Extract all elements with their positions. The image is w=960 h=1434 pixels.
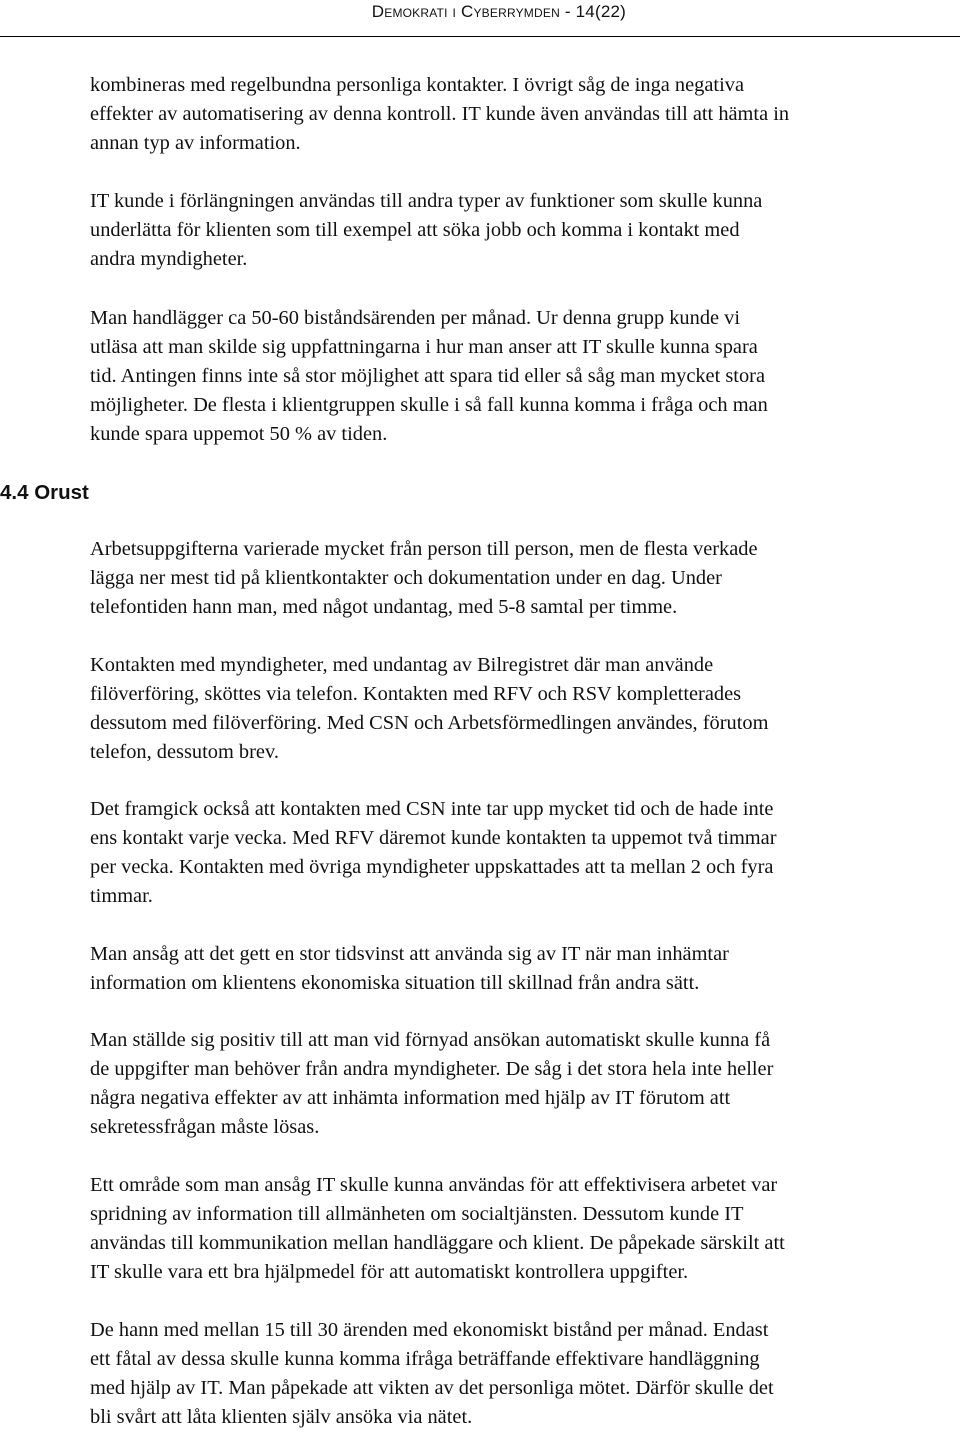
text-line: de uppgifter man behöver från andra myndigheter. De såg i det stora hela inte heller	[90, 1058, 774, 1080]
text-line: information om klientens ekonomiska situation till skillnad från andra sätt.	[90, 972, 700, 994]
text-line: dessutom med filöverföring. Med CSN och Arbetsförmedlingen användes, förutom	[90, 712, 769, 734]
paragraph-6	[90, 795, 960, 911]
paragraph-4	[90, 535, 960, 622]
text-line: Arbetsuppgifterna varierade mycket från person till person, men de flesta verkade	[90, 538, 758, 560]
text-line: användas till kommunikation mellan handläggare och klient. De påpekade särskilt att	[90, 1232, 785, 1254]
text-line: utläsa att man skilde sig uppfattningarna i hur man anser att IT skulle kunna spara	[90, 336, 758, 358]
text-line: Man ansåg att det gett en stor tidsvinst att använda sig av IT när man inhämtar	[90, 943, 729, 965]
paragraph-5	[90, 651, 960, 767]
text-line: telefontiden hann man, med något undantag, med 5-8 samtal per timme.	[90, 596, 678, 618]
text-line: annan typ av information.	[90, 132, 301, 154]
text-line: sekretessfrågan måste lösas.	[90, 1116, 320, 1138]
page-header	[0, 2, 960, 37]
text-line: Kontakten med myndigheter, med undantag av Bilregistret där man använde	[90, 654, 714, 676]
text-line: ett fåtal av dessa skulle kunna komma ifråga beträffande effektivare handläggning	[90, 1348, 760, 1370]
paragraph-3	[90, 304, 960, 449]
paragraph-9	[90, 1171, 960, 1287]
text-line: De hann med mellan 15 till 30 ärenden med ekonomiskt bistånd per månad. Endast	[90, 1319, 769, 1341]
text-line: möjligheter. De flesta i klientgruppen skulle i så fall kunna komma i fråga och man	[90, 394, 768, 416]
text-line: lägga ner mest tid på klientkontakter och dokumentation under en dag. Under	[90, 567, 722, 589]
text-line: IT kunde i förlängningen användas till andra typer av funktioner som skulle kunna	[90, 190, 763, 212]
text-line: IT skulle vara ett bra hjälpmedel för att automatiskt kontrollera uppgifter.	[90, 1261, 689, 1283]
text-line: effekter av automatisering av denna kontroll. IT kunde även användas till att hämta in	[90, 103, 790, 125]
text-line: Man handlägger ca 50-60 biståndsärenden per månad. Ur denna grupp kunde vi	[90, 307, 741, 329]
text-line: spridning av information till allmänheten om socialtjänsten. Dessutom kunde IT	[90, 1203, 744, 1225]
text-line: tid. Antingen finns inte så stor möjlighet att spara tid eller så såg man mycket stora	[90, 365, 766, 387]
text-line: ens kontakt varje vecka. Med RFV däremot kunde kontakten ta uppemot två timmar	[90, 827, 777, 849]
text-line: några negativa effekter av att inhämta information med hjälp av IT förutom att	[90, 1087, 731, 1109]
text-line: telefon, dessutom brev.	[90, 741, 279, 763]
text-line: timmar.	[90, 885, 153, 907]
paragraph-10	[90, 1316, 960, 1432]
text-line: per vecka. Kontakten med övriga myndigheter uppskattades att ta mellan 2 och fyra	[90, 856, 774, 878]
text-line: filöverföring, sköttes via telefon. Kontakten med RFV och RSV kompletterades	[90, 683, 742, 705]
text-line: kunde spara uppemot 50 % av tiden.	[90, 423, 388, 445]
text-line: Man ställde sig positiv till att man vid förnyad ansökan automatiskt skulle kunna få	[90, 1029, 771, 1051]
text-line: bli svårt att låta klienten själv ansöka via nätet.	[90, 1406, 473, 1428]
text-line: underlätta för klienten som till exempel att söka jobb och komma i kontakt med	[90, 219, 740, 241]
text-line: med hjälp av IT. Man påpekade att vikten av det personliga mötet. Därför skulle det	[90, 1377, 774, 1399]
text-line: kombineras med regelbundna personliga kontakter. I övrigt såg de inga negativa	[90, 74, 745, 96]
section-heading: 4.4 Orust	[0, 481, 89, 504]
paragraph-7	[90, 940, 960, 998]
text-line: Det framgick också att kontakten med CSN inte tar upp mycket tid och de hade inte	[90, 798, 774, 820]
text-line: Ett område som man ansåg IT skulle kunna användas för att effektivisera arbetet var	[90, 1174, 778, 1196]
text-line: andra myndigheter.	[90, 248, 248, 270]
paragraph-8	[90, 1026, 960, 1142]
running-title: Demokrati i Cyberrymden - 14(22)	[371, 2, 626, 21]
paragraph-1	[90, 71, 960, 158]
paragraph-2	[90, 187, 960, 274]
